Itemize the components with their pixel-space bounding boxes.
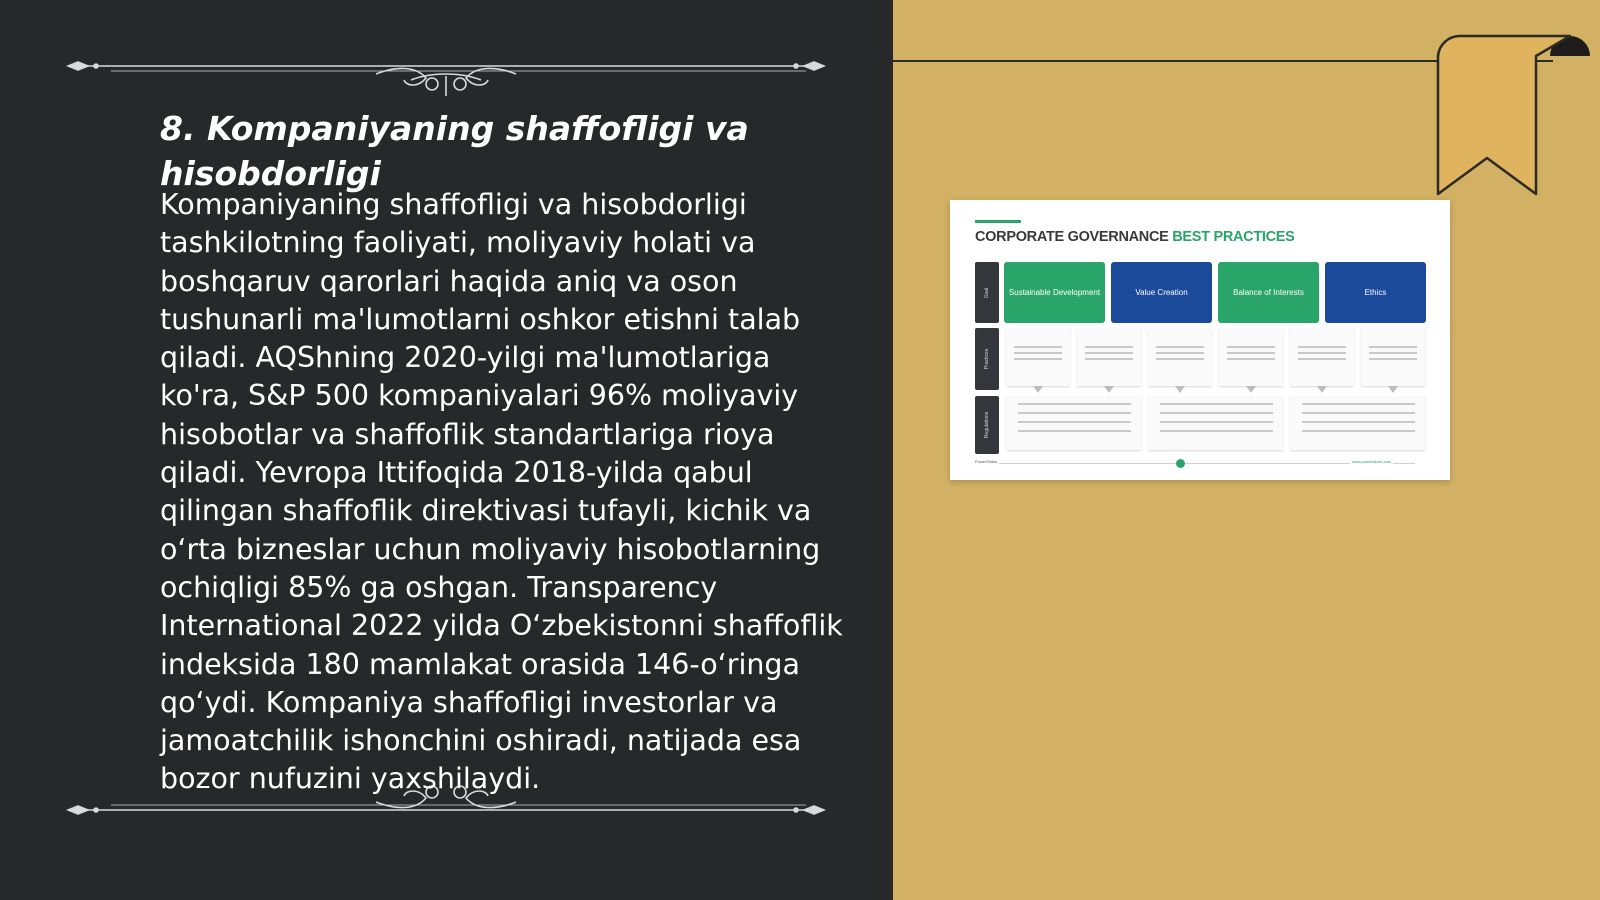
pillar-sustainable-development: Sustainable Development <box>1004 262 1105 323</box>
card-accent-bar <box>975 220 1021 223</box>
arrow-down-icon <box>1317 386 1327 393</box>
card-footer-line <box>975 463 1415 464</box>
row-label-practices: Practices <box>984 348 990 370</box>
arrow-down-icon <box>1246 386 1256 393</box>
slide-body-text: Kompaniyaning shaffofligi va hisobdorligi tashkilotning faoliyati, moliyaviy holati va boshqaruv qarorlari haqida aniq va oson tushunarli ma'lumotlarni oshkor etishni talab qiladi. AQShning 2020-yilgi ma'lumotlariga ko'ra, S&P 500 kompaniyalari 96% moliyaviy hisobotlar va shaffoflik standartlariga rioya qiladi. Yevropa Ittifoqida 2018-yilda qabul qilingan shaffoflik direktivasi tufayli, kichik va o‘rta bizneslar uchun moliyaviy hisobotlarning ochiqligi 85% ga oshgan. Transparency International 2022 yilda O‘zbekistonni shaffoflik indeksida 180 mamlakat orasida 146-o‘ringa qo‘ydi. Kompaniya shaffofligi investorlar va jamoatchilik ishonchini oshiradi, natijada esa bozor nufuzini yaxshilaydi. <box>160 188 843 796</box>
practice-card <box>1148 328 1212 386</box>
practice-card <box>1219 328 1283 386</box>
card-footer-brand: PowerSlides <box>975 459 998 464</box>
row-tab-practices <box>975 328 999 390</box>
arrow-down-icon <box>1388 386 1398 393</box>
ornament-top-icon <box>66 36 826 96</box>
row-tab-goal <box>975 262 999 323</box>
row-label-goal: Goal <box>984 287 990 298</box>
practice-card <box>1077 328 1141 386</box>
corporate-governance-image <box>950 200 1450 480</box>
card-title-part2: BEST PRACTICES <box>1172 229 1295 245</box>
regulation-card <box>1006 396 1141 450</box>
pillar-value-creation: Value Creation <box>1111 262 1212 323</box>
bookmark-icon <box>1430 34 1600 204</box>
row-label-regulations: Regulations <box>984 411 990 439</box>
practice-card <box>1290 328 1354 386</box>
regulation-card <box>1290 396 1425 450</box>
card-footer-url: www.powerslides.com <box>1352 459 1392 464</box>
arrow-down-icon <box>1175 386 1185 393</box>
practice-card <box>1006 328 1070 386</box>
pillar-balance-of-interests: Balance of Interests <box>1218 262 1319 323</box>
card-title-part1: CORPORATE GOVERNANCE <box>975 229 1169 245</box>
arrow-down-icon <box>1104 386 1114 393</box>
practice-card <box>1361 328 1425 386</box>
regulation-card <box>1148 396 1283 450</box>
card-title <box>975 229 1295 245</box>
pillar-ethics: Ethics <box>1325 262 1426 323</box>
slide-title: 8. Kompaniyaning shaffofligi va hisobdorligi <box>160 109 749 193</box>
arrow-down-icon <box>1033 386 1043 393</box>
row-tab-regulations <box>975 396 999 454</box>
footer-dot-icon <box>1176 459 1185 468</box>
